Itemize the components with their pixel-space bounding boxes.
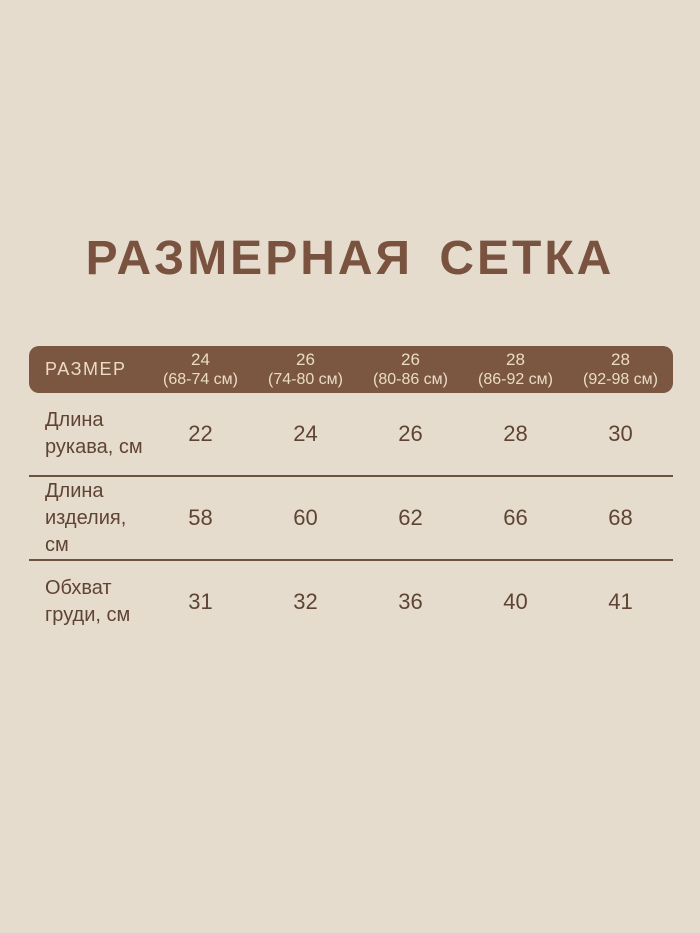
cell-value: 36 — [398, 589, 423, 614]
cell-value: 40 — [503, 589, 528, 614]
header-col-5 — [568, 350, 673, 390]
row-label-line2: груди, см — [45, 604, 131, 626]
table-row-item-length — [29, 477, 673, 561]
row-label-line1: Длина — [45, 479, 104, 502]
header-col-5-range: (92-98 см) — [582, 371, 659, 389]
cell-value: 24 — [293, 421, 318, 446]
header-col-5-size: 28 — [611, 349, 630, 369]
header-col-2 — [253, 350, 358, 390]
header-col-3 — [358, 350, 463, 390]
row-label-line2: рукава, см — [45, 436, 143, 458]
cell-value: 31 — [188, 589, 213, 614]
row-label-line1: Обхват — [45, 577, 112, 599]
row-label-line2: изделия, см — [45, 506, 127, 556]
cell-value: 41 — [608, 589, 633, 614]
row-label-sleeve-length — [29, 407, 148, 461]
header-col-4-range: (86-92 см) — [477, 371, 554, 389]
header-col-1-range: (68-74 см) — [162, 371, 239, 389]
header-col-3-size: 26 — [401, 349, 420, 369]
table-header-row — [29, 346, 673, 393]
header-col-1 — [148, 350, 253, 390]
cell-value: 58 — [188, 505, 213, 530]
size-table — [29, 346, 673, 643]
header-size-label: РАЗМЕР — [45, 359, 127, 379]
header-col-3-range: (80-86 см) — [372, 371, 449, 389]
header-col-4-size: 28 — [506, 349, 525, 369]
cell-value: 26 — [398, 421, 423, 446]
header-col-4 — [463, 350, 568, 390]
cell-value: 68 — [608, 505, 633, 530]
cell-value: 22 — [188, 421, 213, 446]
table-row-sleeve-length — [29, 393, 673, 477]
header-col-2-size: 26 — [296, 349, 315, 369]
cell-value: 28 — [503, 421, 528, 446]
row-label-item-length — [29, 478, 148, 559]
header-col-1-size: 24 — [191, 349, 210, 369]
page-title: РАЗМЕРНАЯ СЕТКА — [85, 232, 615, 285]
table-row-chest-girth — [29, 561, 673, 643]
row-label-chest-girth — [29, 575, 148, 629]
cell-value: 60 — [293, 505, 318, 530]
row-label-line1: Длина — [45, 409, 104, 431]
header-col-2-range: (74-80 см) — [267, 371, 344, 389]
cell-value: 30 — [608, 421, 633, 446]
cell-value: 32 — [293, 589, 318, 614]
cell-value: 62 — [398, 505, 423, 530]
cell-value: 66 — [503, 505, 528, 530]
